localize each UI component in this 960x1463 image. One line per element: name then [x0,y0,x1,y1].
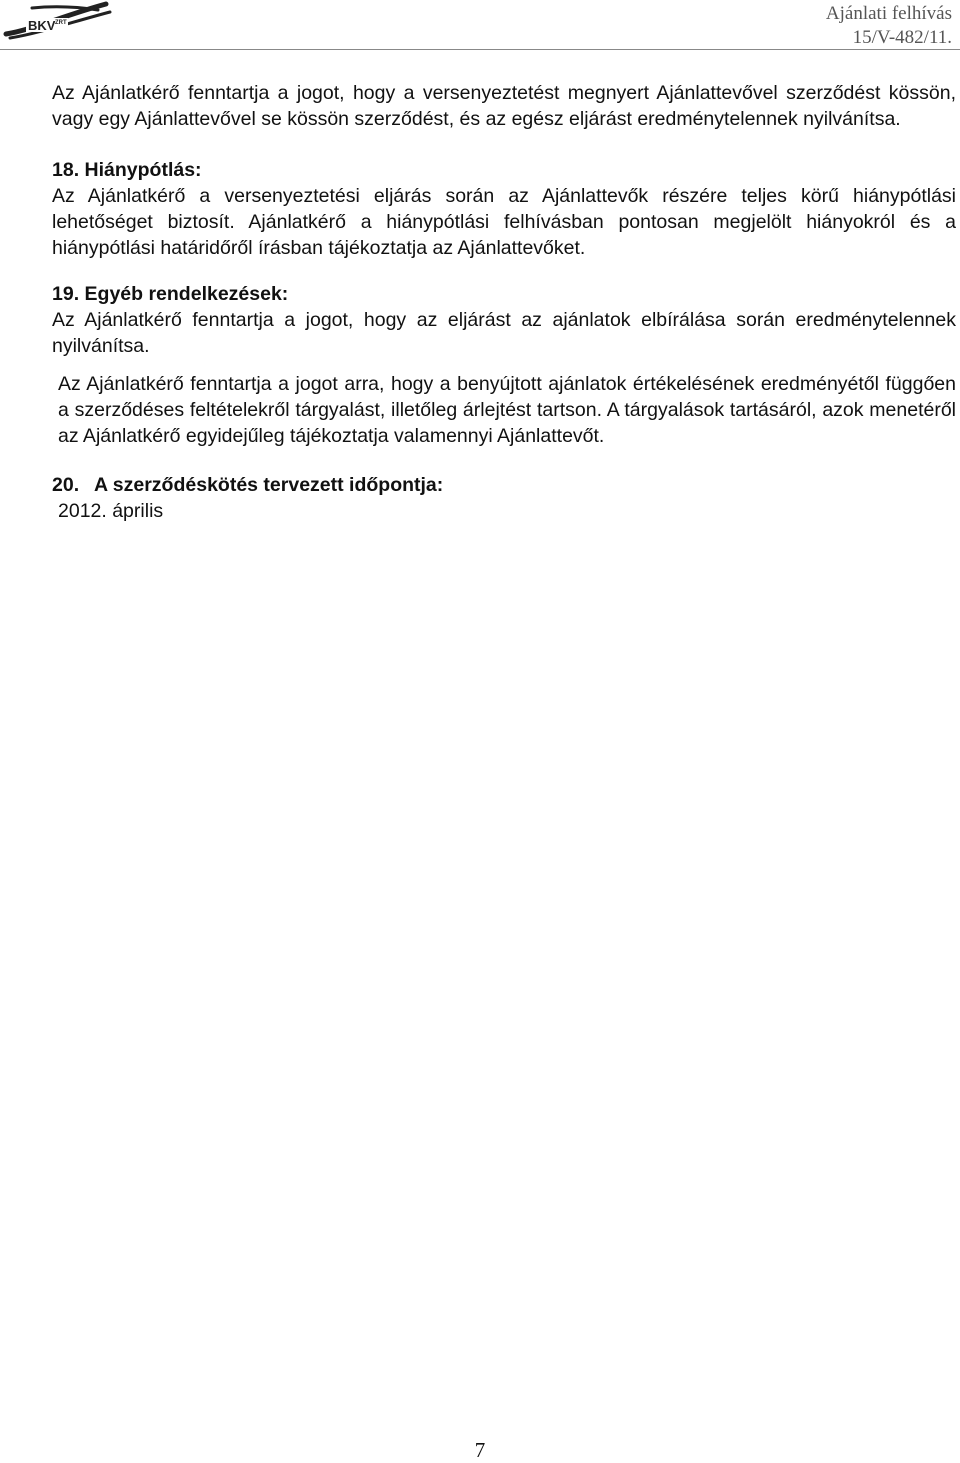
section-20-value: 2012. április [58,500,164,522]
page-header [0,0,960,52]
document-body [52,80,956,524]
section-20-title: A szerződéskötés tervezett időpontja: [94,474,444,496]
doc-number: 15/V-482/11. [852,27,952,48]
section-19-text-2: Az Ajánlatkérő fenntartja a jogot arra, hogy a benyújtott ajánlatok értékelésének eredményétől függően a szerződéses feltételekről tárgyalást, illetőleg árlejtést tartson. A tárgyalások tartásáról, azok menetéről az Ajánlatkérő egyidejűleg tájékoztatja valamennyi Ajánlattevőt. [58,373,956,447]
section-19-text-1: Az Ajánlatkérő fenntartja a jogot, hogy az eljárást az ajánlatok elbírálása során eredménytelennek nyilvánítsa. [52,309,956,357]
header-divider [0,49,960,50]
section-20-heading [52,472,956,498]
logo-text: BKV [28,18,56,33]
section-19-heading: 19. Egyéb rendelkezések: [52,283,289,305]
logo-suffix: ZRT [55,20,67,26]
bkv-logo [2,0,114,40]
page-number: 7 [474,1438,486,1462]
section-18-heading: 18. Hiánypótlás: [52,159,202,181]
section-18-text: Az Ajánlatkérő a versenyeztetési eljárás során az Ajánlattevők részére teljes körű hiánypótlási lehetőséget biztosít. Ajánlatkérő a hiánypótlási felhívásban pontosan megjelölt hiányokról és a hiánypótlási határidőről írásban tájékoztatja az Ajánlattevőket. [52,185,956,259]
doc-title: Ajánlati felhívás [825,3,952,24]
intro-paragraph: Az Ajánlatkérő fenntartja a jogot, hogy a versenyeztetést megnyert Ajánlattevővel szerződést kössön, vagy egy Ajánlattevővel se kössön szerződést, és az egész eljárást eredménytelennek nyilvánítsa. [52,82,956,130]
section-20-number: 20. [52,474,80,496]
header-doc-info [826,2,952,50]
